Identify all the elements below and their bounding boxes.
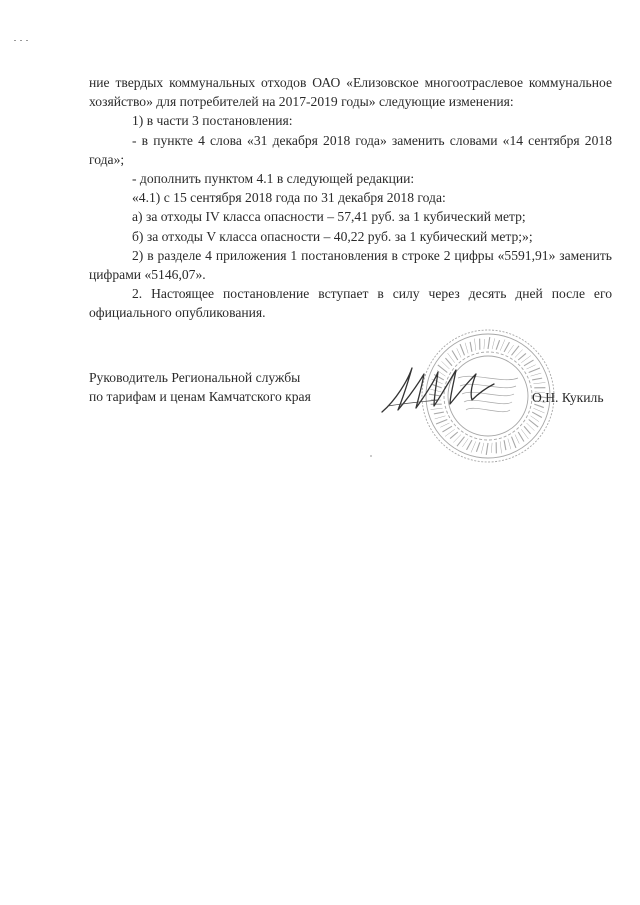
stamp-ring-mark [500, 441, 501, 453]
stamp-ring-mark [460, 344, 464, 355]
stamp-ring-mark [508, 439, 511, 450]
stamp-ring-mark [518, 353, 526, 360]
stamp-ring-mark [504, 440, 506, 450]
scan-mark [14, 40, 34, 42]
stamp-ring-mark [532, 378, 542, 380]
stamp-ring-mark [531, 373, 542, 376]
stamp-ring-mark [486, 443, 488, 455]
stamp-ring-mark [512, 437, 516, 448]
stamp-ring-mark [515, 350, 523, 358]
stamp-ring-mark [529, 420, 538, 428]
paragraph-item-4-1: «4.1) с 15 сентября 2018 года по 31 декабря 2018 года: [132, 190, 446, 206]
stamp-ring-mark [533, 408, 544, 413]
stamp-ring-mark [529, 368, 540, 372]
stamp-ring-mark [476, 442, 479, 452]
stamp-ring-mark [524, 360, 534, 366]
stamp-ring-mark [512, 346, 520, 355]
stamp-ring-mark [462, 439, 468, 447]
stamp-ring-mark [436, 420, 447, 424]
stamp-ring-mark [471, 441, 476, 452]
stamp-ring-mark [531, 416, 539, 422]
stamp-ring-mark [457, 348, 461, 357]
stamp-ring-mark [481, 443, 484, 454]
paragraph-item-1-sub-b: - дополнить пунктом 4.1 в следующей редакции: [132, 171, 415, 187]
stamp-ring-mark [452, 350, 458, 360]
stamp-ring-mark [532, 412, 542, 417]
position-line-2: по тарифам и ценам Камчатского края [89, 389, 311, 405]
stamp-ring-mark [527, 423, 535, 431]
stamp-ring-mark [465, 343, 468, 354]
stamp-ring-mark [488, 337, 490, 349]
stamp-ring-mark [518, 432, 524, 442]
stamp-ring-mark [491, 443, 492, 453]
stamp-ring-mark [524, 426, 531, 434]
stamp-ring-mark [527, 365, 536, 369]
stamp-ring-mark [453, 435, 461, 443]
scan-speck [370, 455, 372, 457]
handwritten-signature [378, 360, 498, 420]
stamp-ring-mark [467, 440, 472, 450]
stamp-ring-mark [470, 342, 472, 352]
stamp-ring-mark [442, 426, 452, 432]
stamp-ring-mark [450, 432, 458, 439]
stamp-ring-mark [496, 340, 499, 350]
stamp-ring-mark [440, 423, 449, 427]
signatory-name: О.Н. Кукиль [532, 390, 604, 405]
paragraph-intro: ние твердых коммунальных отходов ОАО «Елизовское многоотраслевое коммунальное хозяйство» для потребителей на 2017-2019 годы» следующие изменения: [89, 75, 612, 110]
document-body [89, 73, 612, 323]
stamp-ring-mark [508, 345, 514, 353]
stamp-ring-mark [515, 435, 519, 444]
paragraph-item-2: 2) в разделе 4 приложения 1 постановления в строке 2 цифры «5591,91» заменить цифрами «5146,07». [89, 247, 612, 283]
paragraph-clause-2: 2. Настоящее постановление вступает в силу через десять дней после его официального опубликования. [89, 286, 612, 321]
stamp-ring-mark [474, 339, 475, 351]
stamp-ring-mark [500, 339, 505, 350]
stamp-ring-mark [533, 382, 545, 383]
paragraph-item-1-sub-a: - в пункте 4 слова «31 декабря 2018 года» заменить словами «14 сентября 2018 года»; [89, 132, 612, 167]
position-line-1: Руководитель Региональной службы [89, 370, 301, 385]
stamp-ring-mark [457, 437, 465, 446]
paragraph-item-1: 1) в части 3 постановления: [132, 113, 293, 129]
signatory-position [89, 368, 349, 406]
paragraph-item-b: б) за отходы V класса опасности – 40,22 руб. за 1 кубический метр;»; [132, 228, 533, 244]
stamp-ring-mark [484, 339, 485, 349]
paragraph-item-a: а) за отходы IV класса опасности – 57,41 руб. за 1 кубический метр; [132, 209, 526, 225]
stamp-ring-mark [492, 338, 495, 349]
stamp-ring-mark [504, 342, 509, 352]
